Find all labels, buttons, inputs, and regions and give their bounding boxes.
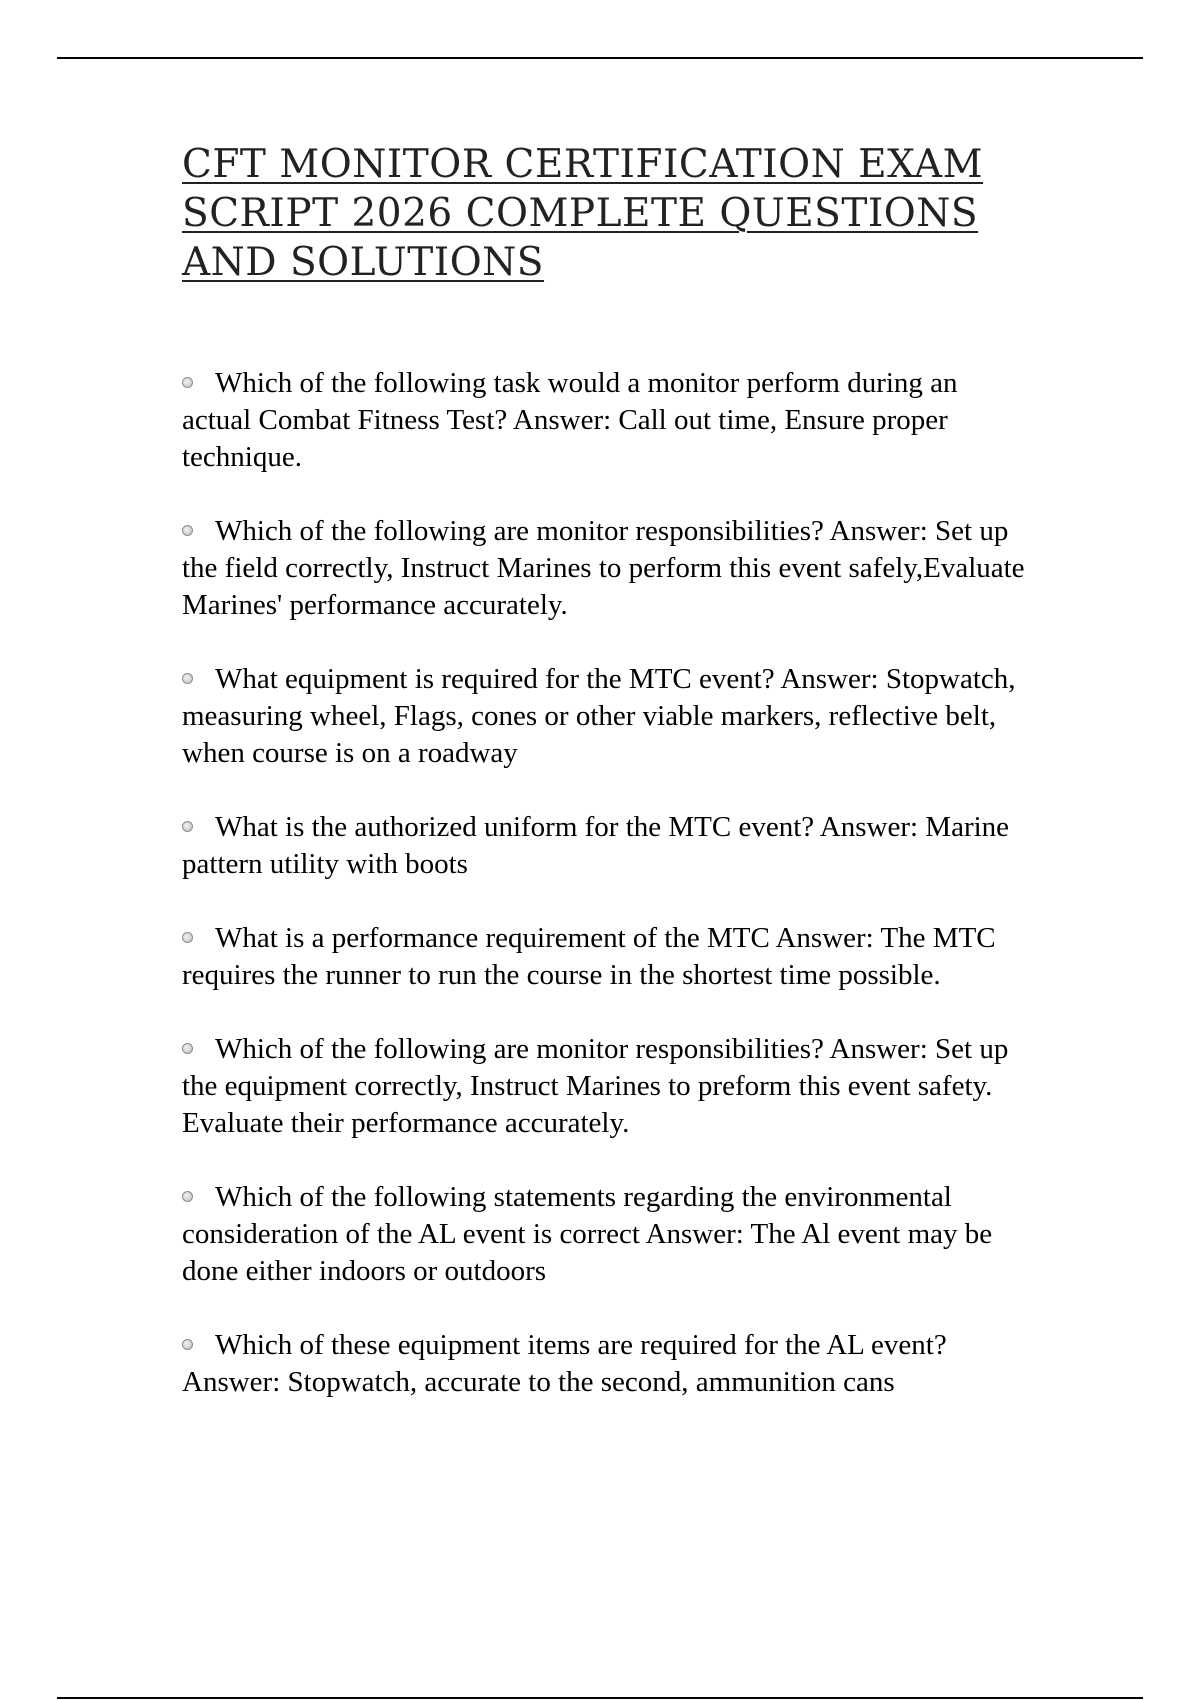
list-item [182, 1327, 1032, 1401]
question-answer-text: Which of these equipment items are required for the AL event? Answer: Stopwatch, accurate to the second, ammunition cans [182, 1329, 947, 1398]
question-answer-text: Which of the following are monitor responsibilities? Answer: Set up the field correctly, Instruct Marines to perform this event safely,Evaluate Marines' performance accurately. [182, 515, 1025, 621]
question-answer-text: What is the authorized uniform for the MTC event? Answer: Marine pattern utility with boots [182, 811, 1010, 880]
circle-bullet-icon [182, 1043, 193, 1054]
document-title: CFT MONITOR CERTIFICATION EXAM SCRIPT 2026 COMPLETE QUESTIONS AND SOLUTIONS [182, 142, 984, 285]
question-answer-text: Which of the following are monitor responsibilities? Answer: Set up the equipment correctly, Instruct Marines to preform this event safety. Evaluate their performance accurately. [182, 1033, 1009, 1139]
question-answer-text: What is a performance requirement of the MTC Answer: The MTC requires the runner to run the course in the shortest time possible. [182, 922, 996, 991]
list-item [182, 513, 1032, 624]
list-item [182, 1031, 1032, 1142]
question-answer-text: Which of the following statements regarding the environmental consideration of the AL event is correct Answer: The Al event may be done either indoors or outdoors [182, 1181, 993, 1287]
list-item [182, 809, 1032, 883]
list-item [182, 920, 1032, 994]
header-rule [57, 57, 1143, 59]
qa-list [182, 365, 1032, 1438]
list-item [182, 661, 1032, 772]
question-answer-text: What equipment is required for the MTC event? Answer: Stopwatch, measuring wheel, Flags, cones or other viable markers, reflective belt, when course is on a roadway [182, 663, 1016, 769]
footer-rule [57, 1697, 1143, 1699]
list-item [182, 365, 1032, 476]
circle-bullet-icon [182, 673, 193, 684]
document-body [182, 140, 1032, 1398]
circle-bullet-icon [182, 525, 193, 536]
circle-bullet-icon [182, 932, 193, 943]
list-item [182, 1179, 1032, 1290]
circle-bullet-icon [182, 1191, 193, 1202]
circle-bullet-icon [182, 821, 193, 832]
question-answer-text: Which of the following task would a monitor perform during an actual Combat Fitness Test? Answer: Call out time, Ensure proper technique. [182, 367, 958, 473]
circle-bullet-icon [182, 1339, 193, 1350]
circle-bullet-icon [182, 377, 193, 388]
